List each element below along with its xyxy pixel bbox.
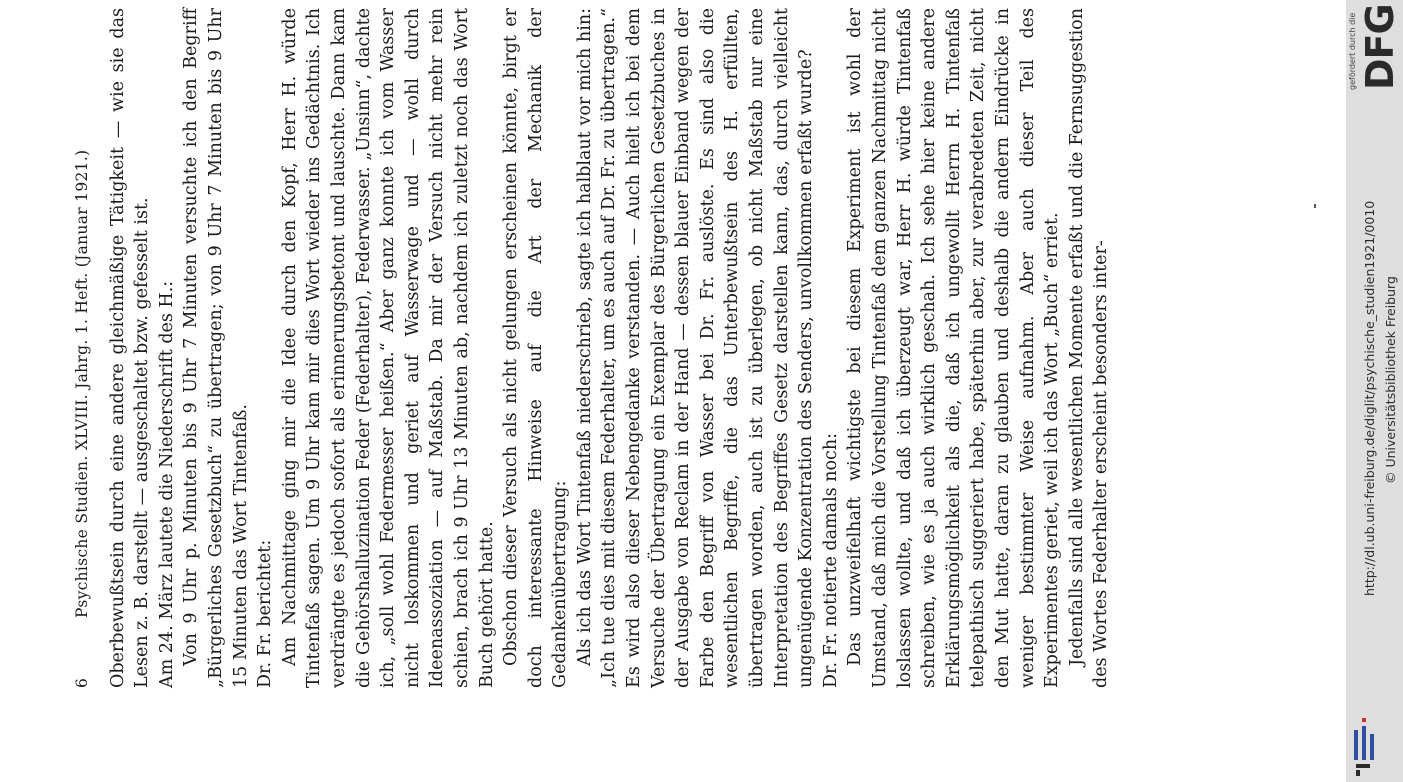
paragraph-7: Als ich das Wort Tintenfaß niederschrieb, sagte ich halblaut vor mich hin: „Ich tue dies mit diesem Federhalter, um es auch auf Dr. Fr. zu übertragen.“ Es wird also dieser Nebengedanke verstanden. — Auch hielt ich bei dem Versuche der Übertragung ein Exemplar des Bürgerlichen Gesetzbuches in der Ausgabe von Reclam in der Hand — dessen blauer Einband wegen der Farbe den Begriff von Wasser bei Dr. Fr. auslöste. Es sind also die wesentlichen Begriffe, die das Unterbewußtsein des H. erfüllten, übertragen worden, auch ist zu überlegen, ob nicht Maßstab nur eine Interpretation des Begriffes Gesetz darstellen kann, das, durch vielleicht ungenügende Konzentration des Senders, unvollkommen erfaßt wurde?: [574, 8, 817, 688]
scan-mark: [1314, 204, 1316, 208]
paragraph-10: Jedenfalls sind alle wesentlichen Momente erfaßt und die Fernsuggestion des Wortes Federhalter erscheint besonders inter-: [1066, 8, 1112, 688]
permalink-url[interactable]: http://dl.ub.uni-freiburg.de/diglit/psychische_studien1921/0010: [1362, 200, 1377, 596]
paragraph-6: Obschon dieser Versuch als nicht gelungen erscheinen könnte, birgt er doch interessante Hinweise auf die Art der Mechanik der Gedankenübertragung:: [501, 8, 571, 688]
paragraph-8: Dr. Fr. notierte damals noch:: [820, 433, 841, 688]
rotated-document-page: [70, 8, 1360, 688]
dfg-logo-text: DFG: [1358, 4, 1402, 90]
paragraph-4: Dr. Fr. berichtet:: [255, 539, 276, 688]
dfg-caption-text: gefördert durch die: [1348, 12, 1357, 90]
paragraph-3: Von 9 Uhr p. Minuten bis 9 Uhr 7 Minuten versuchte ich den Begriff „Bürgerliches Gesetzbuch“ zu übertragen; von 9 Uhr 7 Minuten bis 9 Uhr 15 Minuten das Wort Tintenfaß.: [181, 8, 251, 688]
ub-freiburg-logo-icon[interactable]: [1350, 712, 1390, 778]
paragraph-1: Oberbewußtsein durch eine andere gleichmäßige Tätigkeit — wie sie das Lesen z. B. darstellt — ausgeschaltet bzw. gefesselt ist.: [107, 8, 153, 688]
dfg-logo[interactable]: [1357, 0, 1403, 90]
page-header: [70, 8, 95, 688]
page-number: 6: [73, 677, 91, 688]
running-head: Psychische Studien. XLVIII. Jahrg. 1. Heft. (Januar 1921.): [73, 149, 91, 618]
paragraph-9: Das unzweifelhaft wichtigste bei diesem Experiment ist wohl der Umstand, daß mich die Vorstellung Tintenfaß dem ganzen Nachmittag nicht loslassen wollte, und daß ich überzeugt war, Herr H. würde Tintenfaß schreiben, wie es ja auch wirklich geschah. Ich sehe hier keine andere Erklärungsmöglichkeit als die, daß ich ungewollt Herrn H. Tintenfaß telepathisch suggeriert habe, späterhin aber, zur verabredeten Zeit, nicht den Mut hatte, daran zu glauben und deshalb die andern Eindrücke in weniger bestimmter Weise aufnahm. Aber auch dieser Teil des Experimentes geriet, weil ich das Wort „Buch“ erriet.: [845, 8, 1063, 688]
ub-logo-graphic: [1350, 712, 1390, 778]
copyright-notice: © Universitätsbibliothek Freiburg: [1383, 276, 1398, 484]
paragraph-5: Am Nachmittage ging mir die Idee durch den Kopf, Herr H. würde Tintenfaß sagen. Um 9 Uhr kam mir dies Wort wieder ins Gedächtnis. Ich verdrängte es jedoch sofort als erinnerungsbetont und lauschte. Dann kam die Gehörshalluzination Feder (Federhalter), Federwasser. „Unsinn“, dachte ich, „soll wohl Federmesser heißen.“ Aber ganz konnte ich vom Wasser nicht loskommen und geriet auf Wasserwage und — wohl durch Ideenassoziation — auf Maßstab. Da mir der Versuch nicht mehr rein schien, brach ich 9 Uhr 13 Minuten ab, nachdem ich zuletzt noch das Wort Buch gehört hatte.: [279, 8, 497, 688]
paragraph-2: Am 24. März lautete die Niederschrift des H.:: [156, 280, 177, 688]
